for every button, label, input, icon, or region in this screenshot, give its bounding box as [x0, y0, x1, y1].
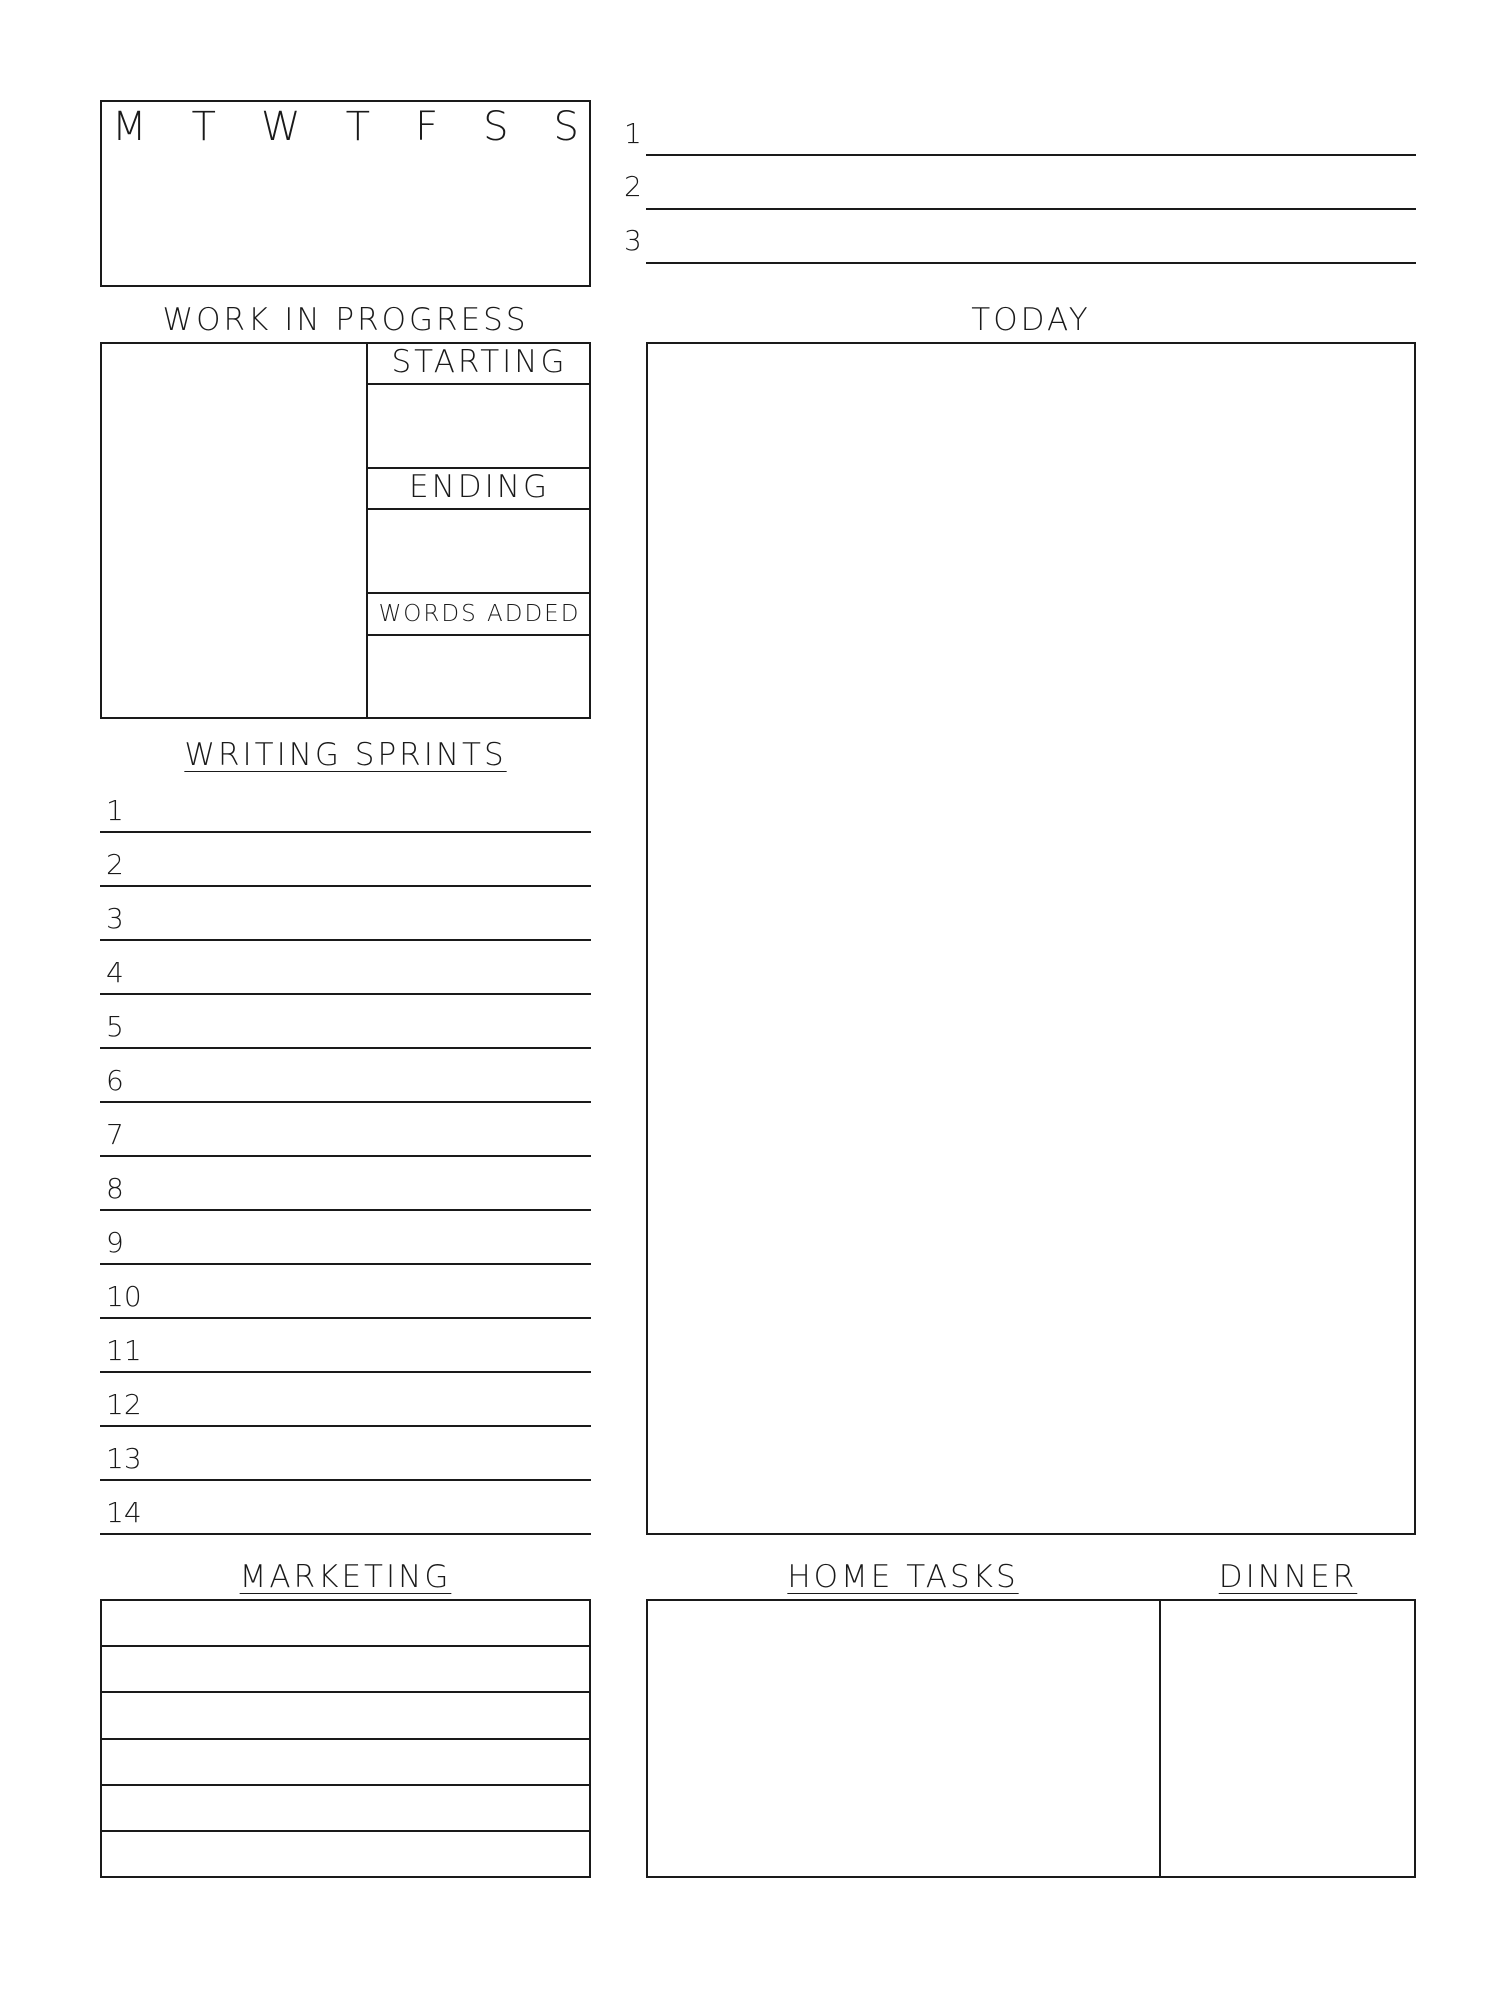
sprint-number-13: 13	[106, 1442, 142, 1475]
marketing-row-line[interactable]	[100, 1645, 591, 1647]
wip-rule	[366, 508, 591, 510]
sprint-number-1: 1	[106, 794, 124, 827]
sprint-line-7[interactable]	[100, 1155, 591, 1157]
priority-line-1[interactable]	[646, 154, 1416, 156]
marketing-row-line[interactable]	[100, 1830, 591, 1832]
priority-number-3: 3	[624, 224, 642, 257]
sprint-number-10: 10	[106, 1280, 142, 1313]
sprint-number-7: 7	[106, 1118, 124, 1151]
sprint-number-4: 4	[106, 956, 124, 989]
marketing-row-line[interactable]	[100, 1691, 591, 1693]
sprint-number-8: 8	[106, 1172, 124, 1205]
priority-number-2: 2	[624, 170, 642, 203]
wip-rule	[366, 592, 591, 594]
wip-rule	[366, 634, 591, 636]
day-tuesday[interactable]: T	[191, 104, 216, 150]
wip-starting-label: STARTING	[391, 344, 568, 380]
wip-rule	[366, 383, 591, 385]
day-wednesday[interactable]: W	[261, 104, 301, 150]
day-saturday[interactable]: S	[483, 104, 509, 150]
sprint-line-8[interactable]	[100, 1209, 591, 1211]
marketing-title: MARKETING	[239, 1559, 452, 1595]
sprint-number-9: 9	[106, 1226, 124, 1259]
home-tasks-box[interactable]	[646, 1599, 1416, 1878]
sprint-number-3: 3	[106, 902, 124, 935]
wip-ending-label: ENDING	[408, 469, 550, 505]
sprint-line-6[interactable]	[100, 1101, 591, 1103]
sprint-number-14: 14	[106, 1496, 142, 1529]
sprint-line-1[interactable]	[100, 831, 591, 833]
sprint-line-4[interactable]	[100, 993, 591, 995]
priority-line-3[interactable]	[646, 262, 1416, 264]
sprint-line-14[interactable]	[100, 1533, 591, 1535]
sprint-line-5[interactable]	[100, 1047, 591, 1049]
sprint-line-10[interactable]	[100, 1317, 591, 1319]
wip-divider	[366, 342, 368, 719]
week-days-row	[112, 104, 579, 150]
wip-words-added-label: WORDS ADDED	[378, 601, 581, 627]
writing-sprints-title: WRITING SPRINTS	[184, 737, 507, 773]
sprint-number-12: 12	[106, 1388, 142, 1421]
day-friday[interactable]: F	[415, 104, 439, 150]
day-sunday[interactable]: S	[553, 104, 579, 150]
dinner-title: DINNER	[1218, 1559, 1358, 1595]
today-title: TODAY	[971, 302, 1091, 338]
today-box[interactable]	[646, 342, 1416, 1535]
sprint-line-2[interactable]	[100, 885, 591, 887]
sprint-line-9[interactable]	[100, 1263, 591, 1265]
wip-title: WORK IN PROGRESS	[162, 302, 529, 338]
home-tasks-title: HOME TASKS	[787, 1559, 1019, 1595]
priority-line-2[interactable]	[646, 208, 1416, 210]
sprint-number-6: 6	[106, 1064, 124, 1097]
marketing-row-line[interactable]	[100, 1738, 591, 1740]
priority-number-1: 1	[624, 117, 642, 150]
sprint-line-11[interactable]	[100, 1371, 591, 1373]
sprint-number-11: 11	[106, 1334, 142, 1367]
sprint-line-13[interactable]	[100, 1479, 591, 1481]
sprint-line-3[interactable]	[100, 939, 591, 941]
day-monday[interactable]: M	[112, 104, 147, 150]
wip-box[interactable]	[100, 342, 591, 719]
day-thursday[interactable]: T	[345, 104, 371, 150]
marketing-row-line[interactable]	[100, 1784, 591, 1786]
dinner-divider	[1159, 1599, 1161, 1878]
sprint-line-12[interactable]	[100, 1425, 591, 1427]
sprint-number-5: 5	[106, 1010, 124, 1043]
sprint-number-2: 2	[106, 848, 124, 881]
